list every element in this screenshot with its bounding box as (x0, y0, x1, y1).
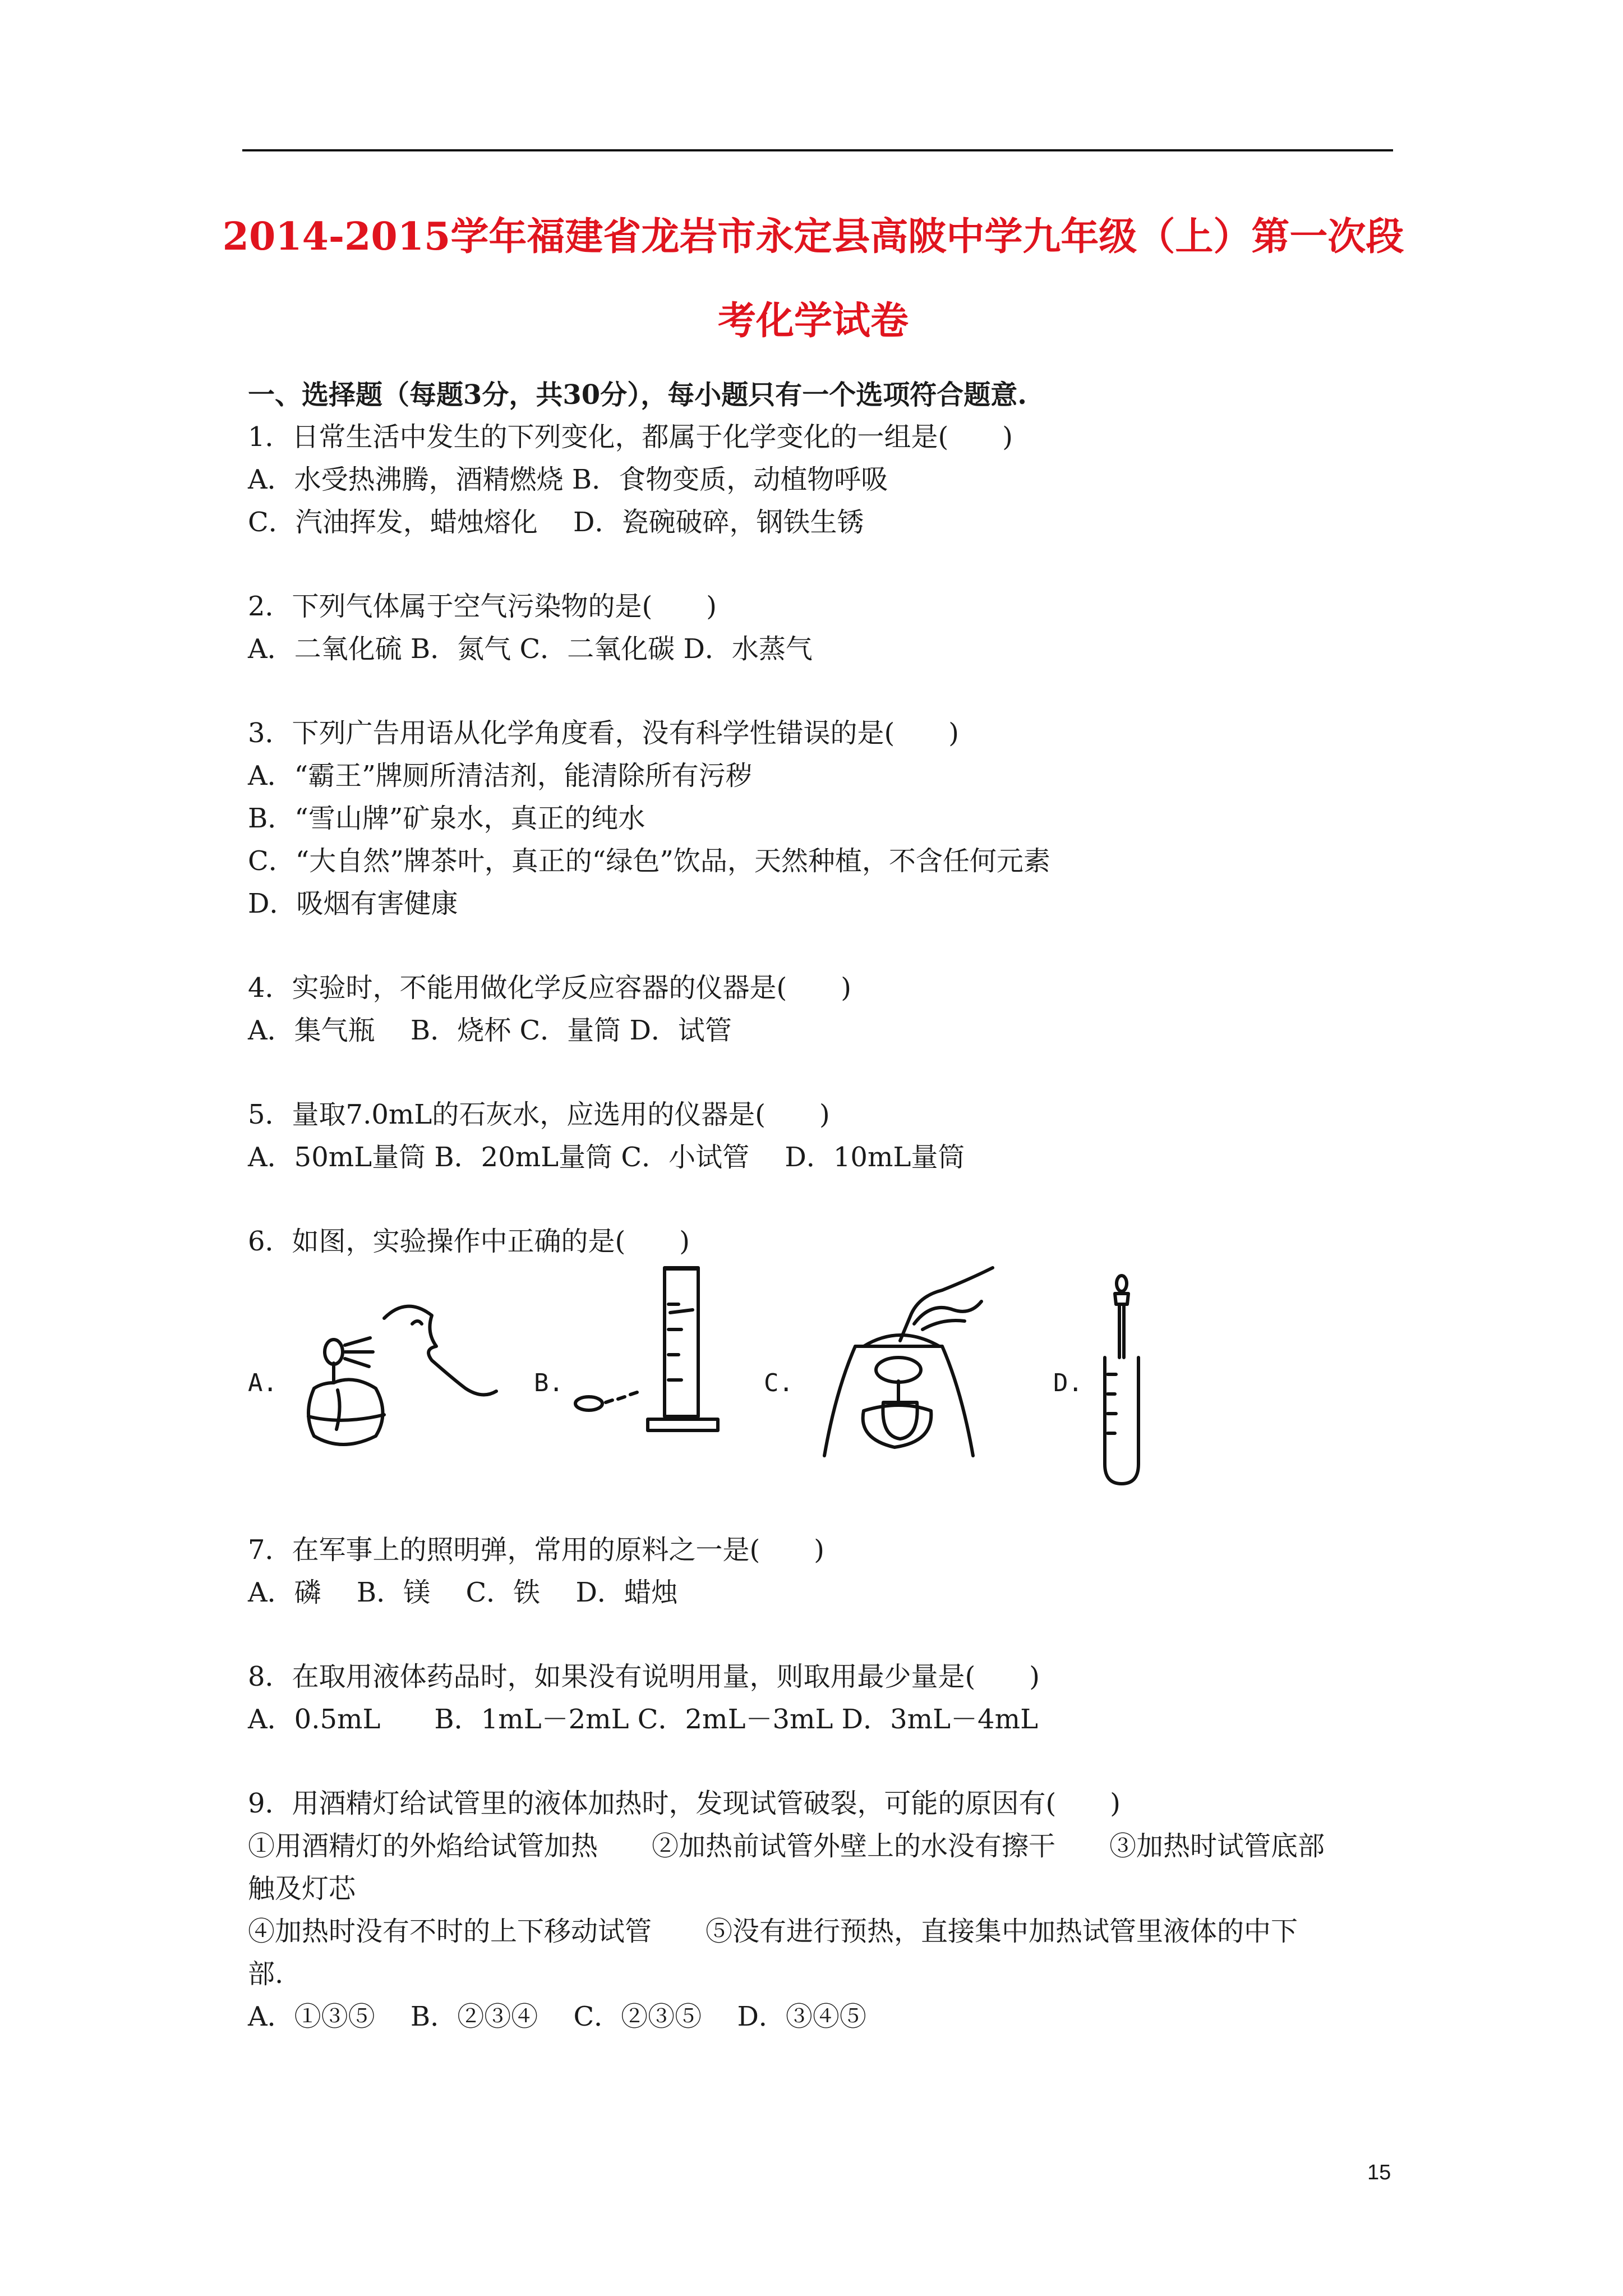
q6-figure-label-a: A. (248, 1369, 278, 1397)
q6-stem: 6．如图，实验操作中正确的是( ) (248, 1226, 690, 1257)
q6-figure-label-b: B. (534, 1369, 564, 1397)
q7-stem: 7．在军事上的照明弹，常用的原料之一是( ) (248, 1534, 824, 1566)
q2-options: A．二氧化硫 B．氮气 C．二氧化碳 D．水蒸气 (248, 633, 813, 665)
q4-stem: 4．实验时，不能用做化学反应容器的仪器是( ) (248, 972, 851, 1004)
dropper-test-tube-illustration (1082, 1273, 1161, 1492)
q7-options: A．磷 B．镁 C．铁 D．蜡烛 (248, 1577, 678, 1608)
q9-options: A．①③⑤ B．②③④ C．②③⑤ D．③④⑤ (248, 2001, 866, 2032)
page-number: 15 (1367, 2161, 1391, 2184)
page-title-line1: 2014-2015学年福建省龙岩市永定县高陂中学九年级（上）第一次段 (222, 214, 1404, 259)
q9-reason-line3: ④加热时没有不时的上下移动试管 ⑤没有进行预热，直接集中加热试管里液体的中下 (248, 1916, 1298, 1947)
q3-option-b: B．“雪山牌”矿泉水，真正的纯水 (248, 803, 645, 834)
smelling-gas-illustration (292, 1285, 505, 1458)
q2-stem: 2．下列气体属于空气污染物的是( ) (248, 591, 717, 622)
q9-reason-line4: 部. (248, 1958, 284, 1990)
q9-stem: 9．用酒精灯给试管里的液体加热时，发现试管破裂，可能的原因有( ) (248, 1788, 1121, 1819)
q9-reason-line2: 触及灯芯 (248, 1873, 356, 1904)
q3-option-d: D．吸烟有害健康 (248, 888, 458, 919)
q9-reason-line1: ①用酒精灯的外焰给试管加热 ②加热前试管外壁上的水没有擦干 ③加热时试管底部 (248, 1830, 1325, 1862)
q8-options: A．0.5mL B．1mL－2mL C．2mL－3mL D．3mL－4mL (248, 1704, 1038, 1735)
q3-stem: 3．下列广告用语从化学角度看，没有科学性错误的是( ) (248, 717, 959, 749)
section-heading: 一、选择题（每题3分，共30分），每小题只有一个选项符合题意. (248, 379, 1027, 411)
q1-options-2: C．汽油挥发，蜡烛熔化 D．瓷碗破碎，钢铁生锈 (248, 507, 864, 538)
top-rule (242, 149, 1393, 151)
alcohol-lamp-heating-illustration (802, 1262, 1015, 1470)
q1-stem: 1．日常生活中发生的下列变化，都属于化学变化的一组是( ) (248, 421, 1013, 453)
q6-figure-label-c: C. (764, 1369, 794, 1397)
q4-options: A．集气瓶 B．烧杯 C．量筒 D．试管 (248, 1015, 732, 1046)
q3-option-a: A．“霸王”牌厕所清洁剂，能清除所有污秽 (248, 760, 753, 792)
q5-options: A．50mL量筒 B．20mL量筒 C．小试管 D．10mL量筒 (248, 1142, 965, 1173)
q5-stem: 5．量取7.0mL的石灰水，应选用的仪器是( ) (248, 1099, 830, 1130)
q3-option-c: C．“大自然”牌茶叶，真正的“绿色”饮品，天然种植，不含任何元素 (248, 845, 1050, 877)
q8-stem: 8．在取用液体药品时，如果没有说明用量，则取用最少量是( ) (248, 1661, 1040, 1692)
graduated-cylinder-reading-illustration (572, 1257, 763, 1447)
q6-figure-label-d: D. (1053, 1369, 1083, 1397)
page-title-line2: 考化学试卷 (717, 298, 909, 343)
q1-options-1: A．水受热沸腾，酒精燃烧 B．食物变质，动植物呼吸 (248, 464, 888, 495)
